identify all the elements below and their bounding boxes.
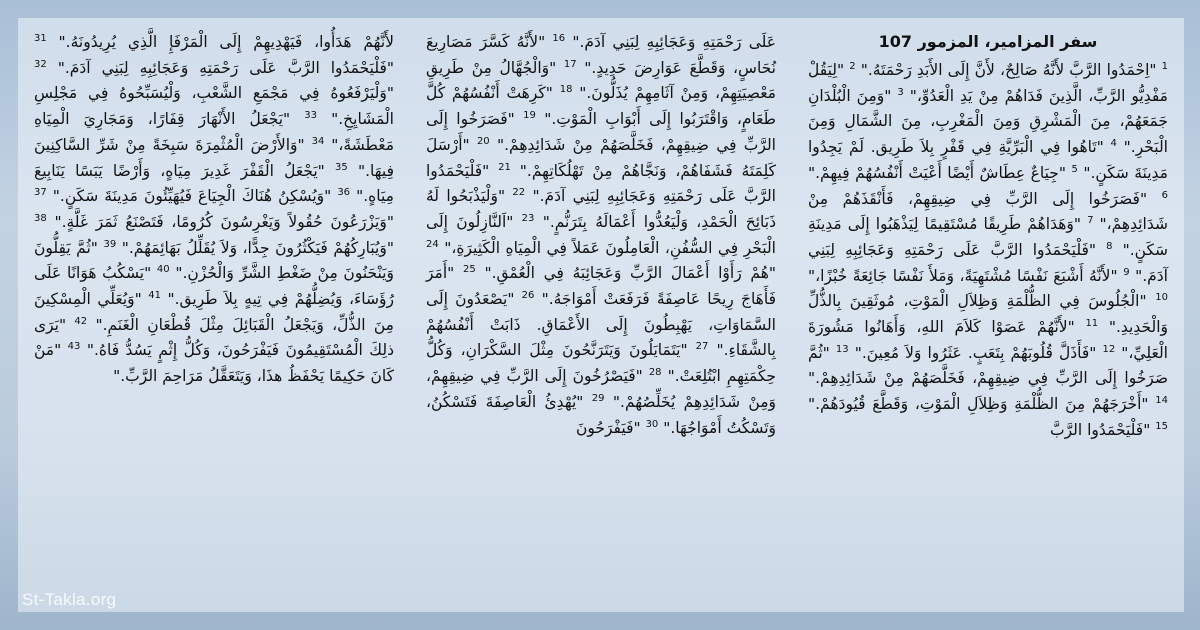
page-title: سفر المزامير، المزمور 107 bbox=[878, 32, 1098, 51]
verse-text: لأَنَّهُمْ هَدَأُوا، فَيَهْدِيهِمْ إِلَى الْمَرْفَإِ الَّذِي يُرِيدُونَهُ." bbox=[58, 33, 394, 51]
verse-number: 30 bbox=[645, 418, 659, 430]
verse-number: 34 bbox=[311, 135, 325, 147]
verse-number: 2 bbox=[849, 60, 856, 72]
verse-text: "كَرِهَتْ أَنْفُسُهُمْ كُلَّ طَعَامٍ، وَاقْتَرَبُوا إِلَى أَبْوَابِ الْمَوْتِ." bbox=[426, 84, 776, 129]
verse-number: 9 bbox=[1123, 266, 1130, 278]
verse-text: "وَيُعَلِّي الْمِسْكِينَ مِنَ الذُّلِّ، وَيَجْعَلُ الْقَبَائِلَ مِثْلَ قُطْعَانِ الْغَنَمِ." bbox=[34, 290, 394, 334]
verse-text: "يَجْعَلُ الْقَفْرَ غَدِيرَ مِيَاهٍ، وَأَرْضًا يَبَسًا يَنَابِيعَ مِيَاهٍ." bbox=[34, 161, 394, 206]
verse-text: "أَخْرَجَهُمْ مِنَ الظُّلْمَةِ وَظِلاَلِ الْمَوْتِ، وَقَطَّعَ قُيُودَهُمْ." bbox=[808, 395, 1149, 414]
psalm-column-left bbox=[18, 18, 410, 612]
verse-number: 19 bbox=[523, 109, 536, 121]
verse-text: "اَلنَّازِلُونَ إِلَى الْبَحْرِ فِي السُّفُنِ، الْعَامِلُونَ عَمَلاً فِي الْمِيَاهِ الْكَثِيرَةِ،" bbox=[426, 212, 776, 257]
verse-number: 6 bbox=[1161, 189, 1168, 201]
verse-number: 23 bbox=[521, 212, 535, 224]
verse-number: 29 bbox=[591, 392, 605, 404]
verse-text: "لأَنَّهُمْ عَصَوْا كَلاَمَ اللهِ، وَأَهَانُوا مَشُورَةَ الْعَلِيِّ،" bbox=[808, 318, 1168, 362]
verse-text: "وَلْيَذْبَحُوا لَهُ ذَبَائِحَ الْحَمْدِ، وَلْيَعُدُّوا أَعْمَالَهُ بِتَرَنُّمٍ." bbox=[426, 187, 776, 231]
verse-number: 8 bbox=[1106, 240, 1113, 252]
verse-text: "وَيَزْرَعُونَ حُقُولاً وَيَغْرِسُونَ كُرُومًا، فَتَصْنَعُ ثَمَرَ غَلَّةٍ." bbox=[54, 212, 394, 231]
verse-number: 16 bbox=[552, 32, 566, 44]
verse-text: "فَصَرَخُوا إِلَى الرَّبِّ فِي ضِيقِهِمْ، فَخَلَّصَهُمْ مِنْ شَدَائِدِهِمْ." bbox=[426, 110, 776, 154]
verse-text: "لأَنَّهُ أَشْبَعَ نَفْسًا مُشْتَهِيَةً، وَمَلأَ نَفْسًا جَائِعَةً خُبْزًا،" bbox=[808, 266, 1118, 285]
verse-number: 27 bbox=[695, 341, 709, 353]
verse-number: 21 bbox=[498, 161, 511, 173]
verse-number: 20 bbox=[476, 135, 490, 147]
verse-number: 3 bbox=[897, 86, 904, 98]
verse-text: "وَلْيَرْفَعُوهُ فِي مَجْمَعِ الشَّعْبِ، وَلْيُسَبِّحُوهُ فِي مَجْلِسِ الْمَشَايِخِ." bbox=[34, 84, 394, 129]
column-text bbox=[426, 30, 776, 441]
verse-text: "وَالْجُهَّالُ مِنْ طَرِيقِ مَعْصِيَتِهِمْ، وَمِنْ آثَامِهِمْ يُذَلُّونَ." bbox=[426, 58, 776, 103]
verse-text: "اِحْمَدُوا الرَّبَّ لأَنَّهُ صَالِحٌ، لأَنَّ إِلَى الأَبَدِ رَحْمَتَهُ." bbox=[860, 61, 1157, 79]
verse-number: 41 bbox=[148, 289, 161, 301]
verse-number: 22 bbox=[512, 187, 526, 199]
verse-number: 24 bbox=[426, 238, 439, 250]
verse-text: "فَلْيَحْمَدُوا الرَّبَّ عَلَى رَحْمَتِهِ وَعَجَائِبِهِ لِبَنِي آدَمَ." bbox=[57, 58, 394, 77]
verse-number: 31 bbox=[34, 32, 47, 44]
verse-number: 13 bbox=[835, 343, 849, 355]
verse-text: "ثُمَّ صَرَخُوا إِلَى الرَّبِّ فِي ضِيقِهِمْ، فَخَلَّصَهُمْ مِنْ شَدَائِدِهِمْ." bbox=[808, 343, 1168, 388]
verse-number: 35 bbox=[335, 161, 348, 173]
verse-text: "يَتَمَايَلُونَ وَيَتَرَنَّحُونَ مِثْلَ السَّكْرَانِ، وَكُلُّ حِكْمَتِهِمِ ابْتُلِعَتْ." bbox=[426, 341, 776, 386]
verse-number: 42 bbox=[74, 315, 88, 327]
verse-text: "فَلْيَحْمَدُوا الرَّبَّ عَلَى رَحْمَتِهِ وَعَجَائِبِهِ لِبَنِي آدَمَ." bbox=[426, 161, 776, 206]
verse-text: "يُهْدِئُ الْعَاصِفَةَ فَتَسْكُنُ، وَتَسْكُتُ أَمْوَاجُهَا." bbox=[426, 392, 776, 437]
verse-text: "أَمَرَ فَأَهَاجَ رِيحًا عَاصِفَةً فَرَفَعَتْ أَمْوَاجَهُ." bbox=[426, 264, 776, 309]
verse-text: "يَصْعَدُونَ إِلَى السَّمَاوَاتِ، يَهْبِطُونَ إِلَى الأَعْمَاقِ. ذَابَتْ أَنْفُسُهُمْ بِالشَّقَاءِ." bbox=[426, 290, 776, 360]
verse-number: 12 bbox=[1102, 343, 1116, 355]
verse-number: 40 bbox=[156, 264, 170, 276]
verse-text: "الْجُلُوسَ فِي الظُّلْمَةِ وَظِلاَلِ الْمَوْتِ، مُوثَقِينَ بِالذُّلِّ وَالْحَدِيدِ." bbox=[808, 292, 1168, 337]
psalm-column-middle bbox=[410, 18, 792, 612]
verse-number: 18 bbox=[559, 84, 573, 96]
psalm-column-right bbox=[792, 18, 1184, 612]
verse-text: "فَلْيَحْمَدُوا الرَّبَّ bbox=[1049, 420, 1151, 439]
column-text bbox=[808, 58, 1168, 444]
verse-number: 17 bbox=[563, 58, 577, 70]
verse-number: 36 bbox=[337, 187, 351, 199]
verse-number: 32 bbox=[34, 58, 47, 70]
verse-number: 37 bbox=[34, 187, 47, 199]
verse-number: 39 bbox=[103, 238, 117, 250]
verse-number: 28 bbox=[648, 366, 662, 378]
verse-text: "يَجْعَلُ الأَنْهَارَ قِفَارًا، وَمَجَارِيَ الْمِيَاهِ مَعْطَشَةً،" bbox=[34, 110, 395, 154]
verse-text: "وَالأَرْضَ الْمُثْمِرَةَ سَبِخَةً مِنْ شَرِّ السَّاكِنِينَ فِيهَا." bbox=[34, 135, 394, 180]
verse-number: 7 bbox=[1087, 215, 1094, 227]
verse-text: "فَيَفْرَحُونَ bbox=[576, 418, 641, 437]
verse-text: "فَصَرَخُوا إِلَى الرَّبِّ فِي ضِيقِهِمْ، فَأَنْقَذَهُمْ مِنْ شَدَائِدِهِمْ،" bbox=[808, 189, 1168, 234]
verse-text: "وَيُسْكِنُ هُنَاكَ الْجِيَاعَ فَيُهَيِّئُونَ مَدِينَةَ سَكَنٍ." bbox=[52, 187, 332, 206]
verse-text: "لأَنَّهُ كَسَّرَ مَصَارِيعَ نُحَاسٍ، وَقَطَّعَ عَوَارِضَ حَدِيدٍ." bbox=[426, 33, 776, 77]
verse-text: "لِيَقُلْ مَفْدِيُّو الرَّبِّ، الَّذِينَ فَدَاهُمْ مِنْ يَدِ الْعَدُوِّ،" bbox=[808, 61, 1168, 105]
verse-number: 15 bbox=[1155, 420, 1168, 432]
verse-number: 4 bbox=[1110, 137, 1117, 149]
verse-number: 43 bbox=[67, 341, 81, 353]
verse-text: "يَرَى ذلِكَ الْمُسْتَقِيمُونَ فَيَفْرَحُونَ، وَكُلُّ إِثْمٍ يَسُدُّ فَاهُ." bbox=[34, 315, 394, 360]
verse-text: "ثُمَّ يَقِلُّونَ وَيَنْحَنُونَ مِنْ ضَغْطِ الشَّرِّ وَالْحُزْنِ." bbox=[34, 238, 394, 283]
verse-text: "فَيَصْرُخُونَ إِلَى الرَّبِّ فِي ضِيقِهِمْ، وَمِنْ شَدَائِدِهِمْ يُخَلِّصُهُمْ." bbox=[426, 367, 777, 411]
verse-text: "وَهَدَاهُمْ طَرِيقًا مُسْتَقِيمًا لِيَذْهَبُوا إِلَى مَدِينَةِ سَكَنٍ." bbox=[808, 215, 1168, 259]
verse-text: "جِيَاعٌ عِطَاشٌ أَيْضًا أَعْيَتْ أَنْفُسُهُمْ فِيهِمْ." bbox=[808, 163, 1066, 182]
verse-number: 11 bbox=[1085, 317, 1099, 329]
verse-number: 33 bbox=[304, 109, 317, 121]
verse-number: 25 bbox=[463, 264, 476, 276]
verse-number: 26 bbox=[521, 289, 535, 301]
verse-text: "وَمِنَ الْبُلْدَانِ جَمَعَهُمْ، مِنَ الْمَشْرِقِ وَمِنَ الْمَغْرِبِ، مِنَ الشَّمَالِ وَمِنَ الْبَحْرِ." bbox=[808, 86, 1168, 157]
verse-text: "مَنْ كَانَ حَكِيمًا يَحْفَظُ هذَا، وَيَتَعَقَّلُ مَرَاحِمَ الرَّبِّ." bbox=[34, 341, 394, 386]
verse-text: "هُمْ رَأَوْا أَعْمَالَ الرَّبِّ وَعَجَائِبَهُ فِي الْعُمْقِ." bbox=[484, 264, 776, 283]
verse-number: 38 bbox=[34, 212, 47, 224]
verse-number: 10 bbox=[1155, 292, 1168, 304]
verse-text: "أَرْسَلَ كَلِمَتَهُ فَشَفَاهُمْ، وَنَجَّاهُمْ مِنْ تَهْلُكَاتِهِمْ." bbox=[426, 135, 776, 180]
verse-text: "فَأَذَلَّ قُلُوبَهُمْ بِتَعَبٍ. عَثَرُوا وَلاَ مُعِينَ." bbox=[854, 343, 1097, 362]
verse-number: 14 bbox=[1155, 394, 1168, 406]
column-text bbox=[34, 30, 394, 390]
verse-text: "فَلْيَحْمَدُوا الرَّبَّ عَلَى رَحْمَتِهِ وَعَجَائِبِهِ لِبَنِي آدَمَ." bbox=[808, 240, 1168, 285]
verse-text: "وَيُبَارِكُهُمْ فَيَكْثُرُونَ جِدًّا، وَلاَ يُقَلِّلُ بَهَائِمَهُمْ." bbox=[121, 238, 394, 257]
verse-text: عَلَى رَحْمَتِهِ وَعَجَائِبِهِ لِبَنِي آدَمَ." bbox=[572, 33, 776, 51]
verse-number: 5 bbox=[1071, 163, 1078, 175]
verse-number: 1 bbox=[1161, 60, 1168, 72]
verse-text: "تَاهُوا فِي الْبَرِّيَّةِ فِي قَفْرٍ بِلاَ طَرِيق. لَمْ يَجِدُوا مَدِينَةَ سَكَنٍ." bbox=[808, 138, 1168, 182]
site-watermark: St-Takla.org bbox=[22, 590, 117, 609]
verse-text: "يَسْكُبُ هَوَانًا عَلَى رُؤَسَاءَ، وَيُضِلُّهُمْ فِي تِيهٍ بِلاَ طَرِيق." bbox=[34, 264, 394, 309]
